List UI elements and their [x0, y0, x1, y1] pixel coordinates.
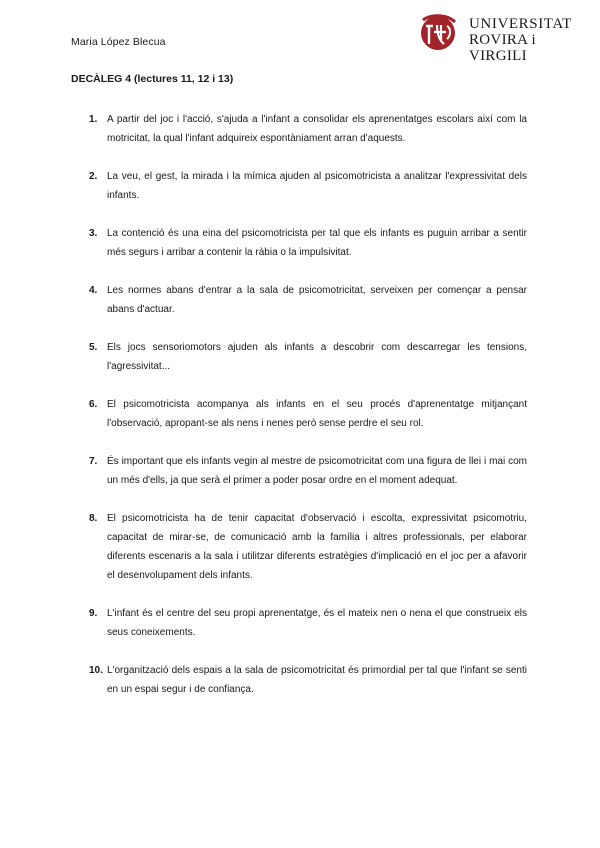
list-item: [89, 509, 527, 585]
item-text: L'organització dels espais a la sala de psicomotricitat és primordial per tal que l'infant se senti en un espai segur i de confiança.: [107, 665, 527, 695]
decalogue-list: [89, 110, 527, 718]
item-number: 2.: [89, 171, 98, 182]
item-text: És important que els infants vegin al mestre de psicomotricitat com una figura de llei i mai com un més d'ells, ja que serà el primer a poder posar ordre en el moment adequat.: [107, 456, 527, 486]
list-item: [89, 395, 527, 433]
item-text: A partir del joc i l'acció, s'ajuda a l'infant a consolidar els aprenentatges escolars així com la motricitat, la qual l'infant adquireix espontàniament arran d'aquests.: [107, 114, 527, 144]
list-item: [89, 281, 527, 319]
list-item: [89, 452, 527, 490]
list-item: [89, 604, 527, 642]
urv-emblem-icon: [417, 12, 459, 52]
item-number: 4.: [89, 285, 98, 296]
list-item: [89, 661, 527, 699]
item-text: Les normes abans d'entrar a la sala de psicomotricitat, serveixen per començar a pensar abans d'actuar.: [107, 285, 527, 315]
list-item: [89, 338, 527, 376]
item-number: 10.: [89, 665, 103, 676]
item-number: 5.: [89, 342, 98, 353]
document-title: DECÀLEG 4 (lectures 11, 12 i 13): [71, 73, 234, 85]
university-name-line1: UNIVERSITAT: [469, 16, 572, 32]
item-number: 7.: [89, 456, 98, 467]
list-item: [89, 224, 527, 262]
item-text: El psicomotricista ha de tenir capacitat d'observació i escolta, expressivitat psicomotriu, capacitat de mirar-se, de comunicació amb la família i altres professionals, per elaborar diferents escenaris a la sala i utilitzar diferents estratègies d'implicació en el joc per a afavorir el desenvolupament dels infants.: [107, 513, 527, 581]
item-text: La veu, el gest, la mirada i la mímica ajuden al psicomotricista a analitzar l'expressivitat dels infants.: [107, 171, 527, 201]
list-item: [89, 110, 527, 148]
list-item: [89, 167, 527, 205]
item-text: Els jocs sensoriomotors ajuden als infants a descobrir com descarregar les tensions, l'agressivitat...: [107, 342, 527, 372]
item-number: 1.: [89, 114, 98, 125]
item-text: L'infant és el centre del seu propi aprenentatge, és el mateix nen o nena el que construeix els seus coneixements.: [107, 608, 527, 638]
item-number: 3.: [89, 228, 98, 239]
item-number: 6.: [89, 399, 98, 410]
university-name-line2: ROVIRA i VIRGILI: [469, 32, 536, 64]
item-text: La contenció és una eina del psicomotricista per tal que els infants es puguin arribar a sentir més segurs i arribar a contenir la ràbia o la impulsivitat.: [107, 228, 527, 258]
item-text: El psicomotricista acompanya als infants en el seu procés d'aprenentatge mitjançant l'observació, apropant-se als nens i nenes però sense perdre el seu rol.: [107, 399, 527, 429]
author-name: Maria López Blecua: [71, 36, 166, 48]
university-logo: [417, 12, 577, 64]
item-number: 8.: [89, 513, 98, 524]
university-name: [469, 16, 577, 64]
item-number: 9.: [89, 608, 98, 619]
